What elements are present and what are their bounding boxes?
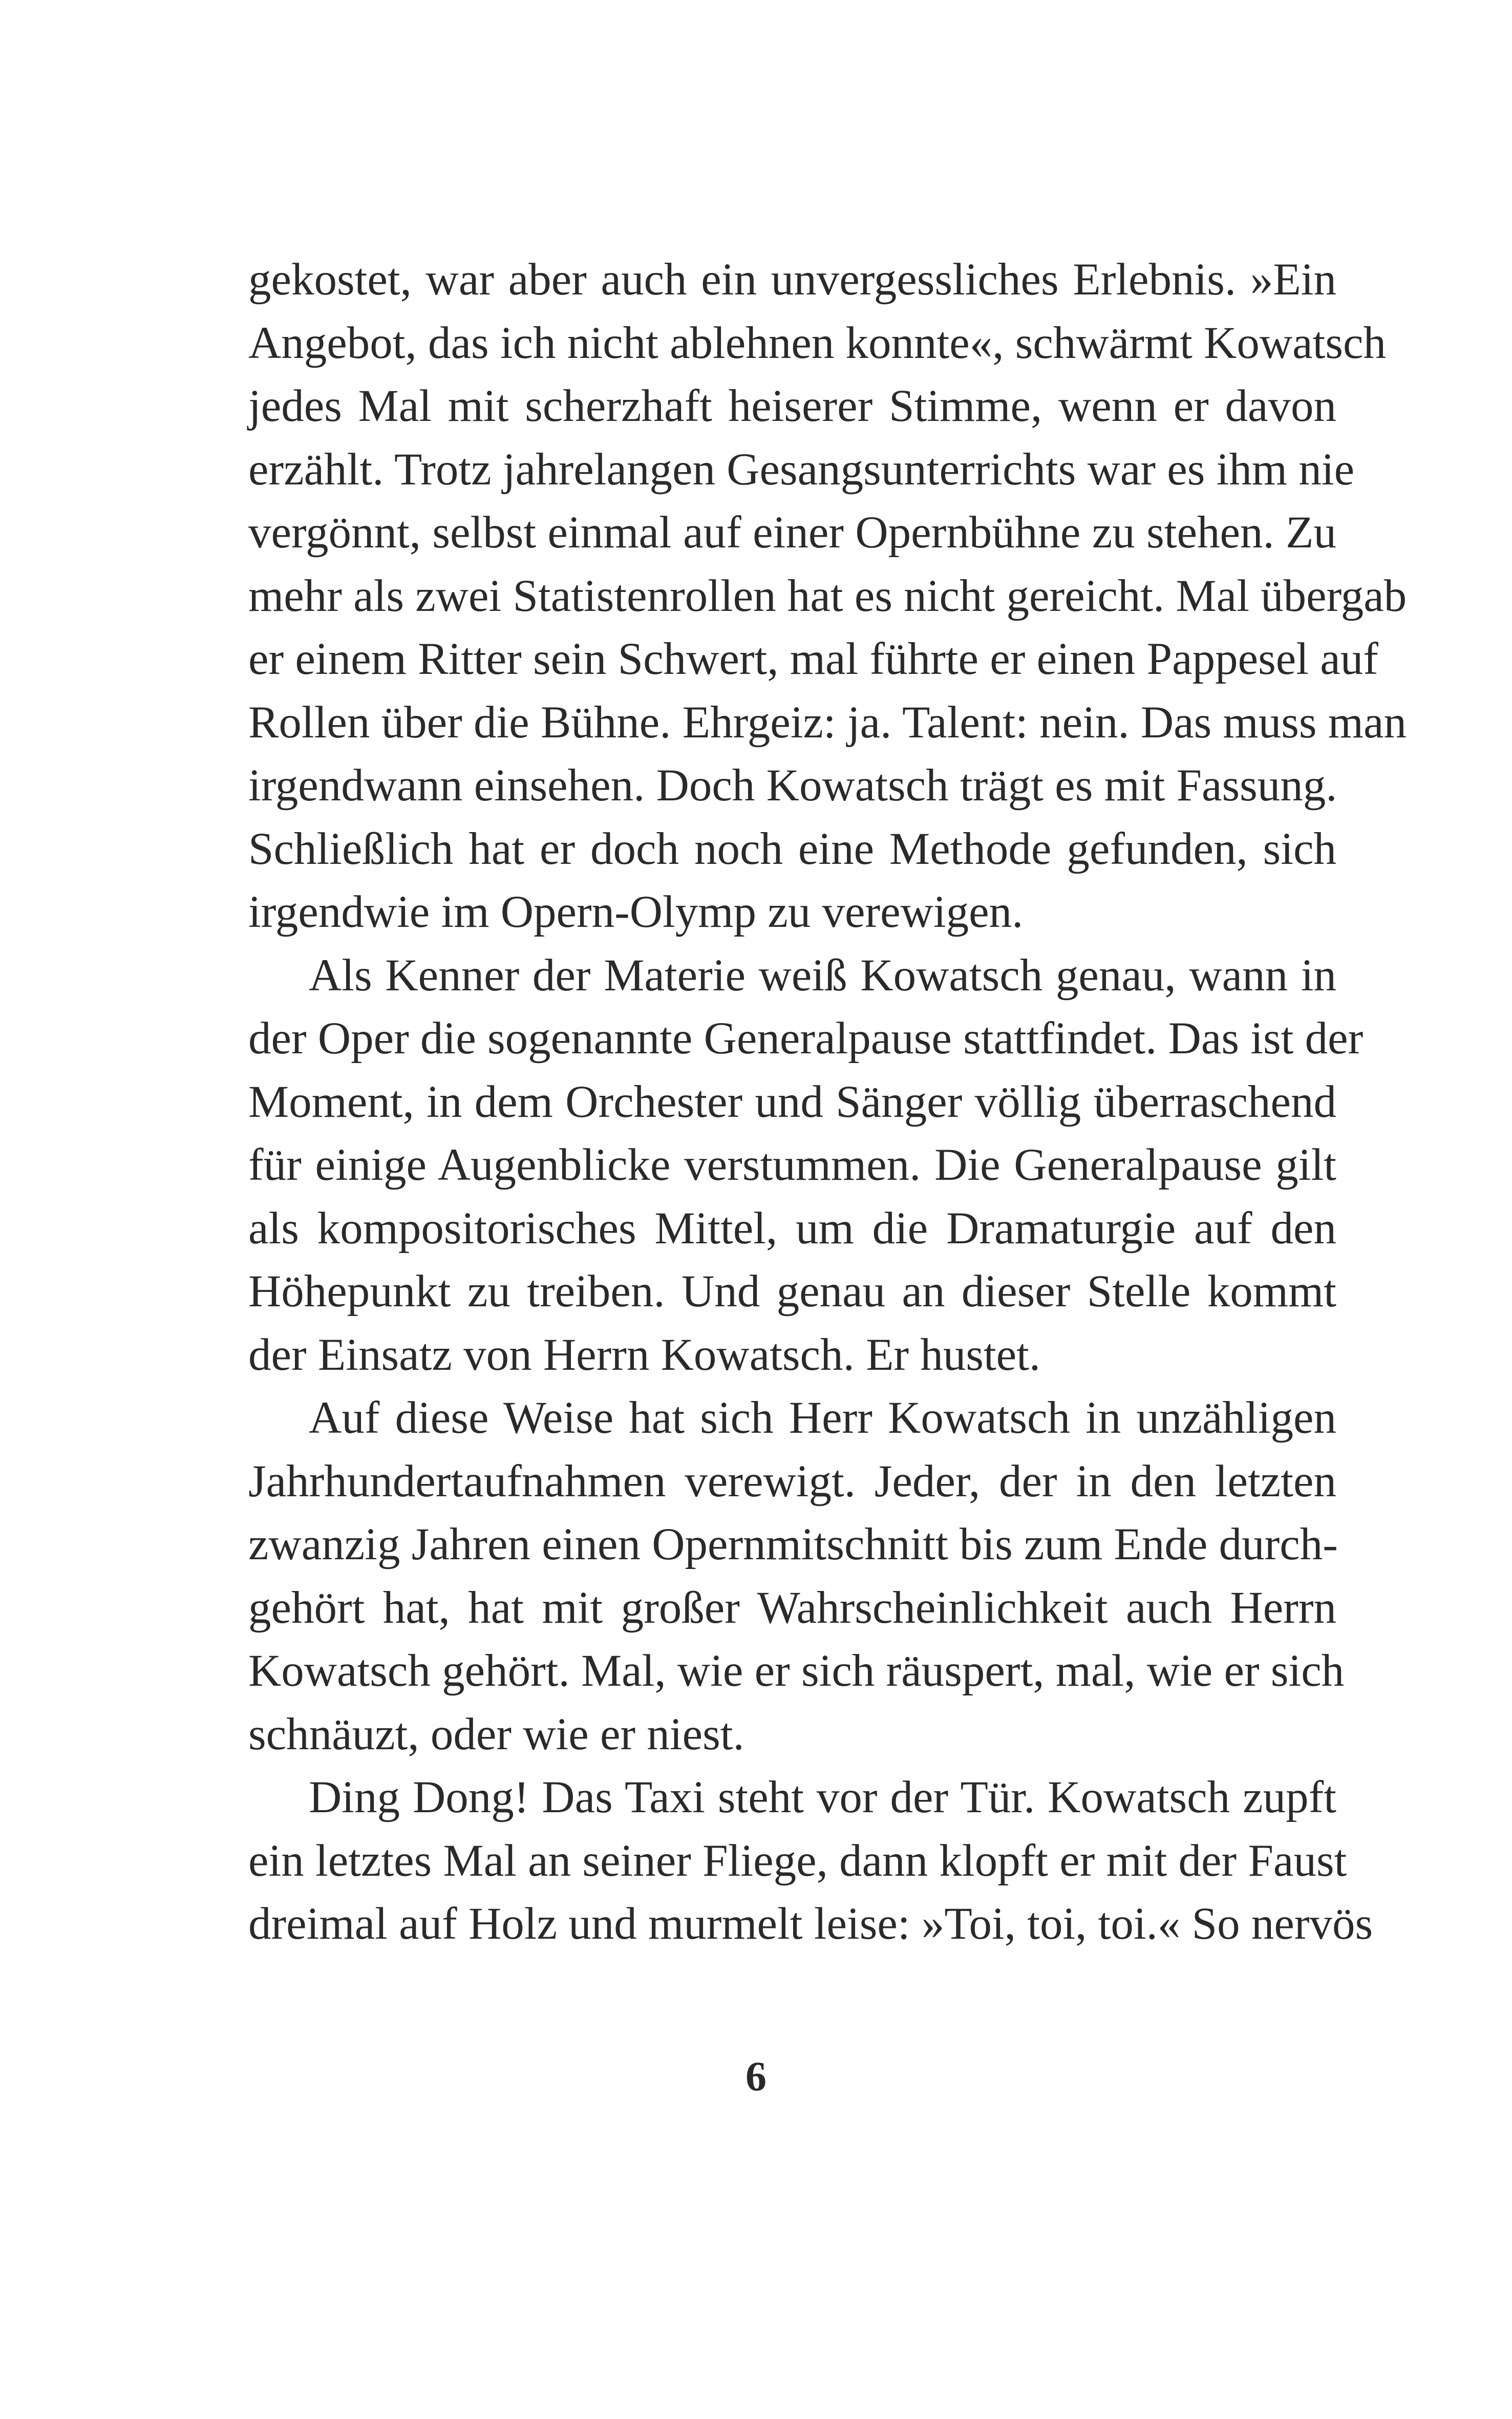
text-line: Angebot, das ich nicht ablehnen konnte«, schwärmt Kowatsch xyxy=(248,317,1386,368)
text-line: Kowatsch gehört. Mal, wie er sich räuspert, mal, wie er sich xyxy=(248,1646,1345,1696)
text-line: jedes Mal mit scherzhaft heiserer Stimme, wenn er davon xyxy=(248,381,1336,431)
text-line: er einem Ritter sein Schwert, mal führte er einen Pappesel auf xyxy=(248,634,1378,684)
paragraph-4 xyxy=(248,1766,1373,1956)
text-line: Auf diese Weise hat sich Herr Kowatsch in unzähligen xyxy=(309,1393,1336,1443)
text-line: ein letztes Mal an seiner Fliege, dann klopft er mit der Faust xyxy=(248,1835,1347,1886)
text-line: irgendwann einsehen. Doch Kowatsch trägt es mit Fassung. xyxy=(248,760,1337,811)
text-line: Moment, in dem Orchester und Sänger völlig überraschend xyxy=(248,1076,1336,1127)
text-line: Ding Dong! Das Taxi steht vor der Tür. Kowatsch zupft xyxy=(309,1772,1336,1822)
text-line: irgendwie im Opern-Olymp zu verewigen. xyxy=(248,887,1024,937)
page-number: 6 xyxy=(746,2053,766,2099)
text-line: für einige Augenblicke verstummen. Die Generalpause gilt xyxy=(248,1140,1336,1190)
text-line: Rollen über die Bühne. Ehrgeiz: ja. Talent: nein. Das muss man xyxy=(248,697,1407,748)
text-line: zwanzig Jahren einen Opernmitschnitt bis zum Ende durch- xyxy=(248,1519,1338,1569)
text-line: dreimal auf Holz und murmelt leise: »Toi, toi, toi.« So nervös xyxy=(248,1899,1373,1949)
text-line: gekostet, war aber auch ein unvergessliches Erlebnis. »Ein xyxy=(248,254,1336,305)
paragraph-1 xyxy=(248,248,1407,944)
paragraph-2 xyxy=(248,944,1364,1387)
text-line: vergönnt, selbst einmal auf einer Opernbühne zu stehen. Zu xyxy=(248,507,1336,558)
text-line: der Einsatz von Herrn Kowatsch. Er hustet. xyxy=(248,1329,1041,1380)
text-line: schnäuzt, oder wie er niest. xyxy=(248,1709,744,1759)
text-line: Jahrhundertaufnahmen verewigt. Jeder, der in den letzten xyxy=(248,1456,1336,1506)
text-line: erzählt. Trotz jahrelangen Gesangsunterrichts war es ihm nie xyxy=(248,444,1355,495)
text-line: gehört hat, hat mit großer Wahrscheinlichkeit auch Herrn xyxy=(248,1582,1336,1633)
text-line: mehr als zwei Statistenrollen hat es nicht gereicht. Mal übergab xyxy=(248,570,1407,621)
paragraph-3 xyxy=(248,1387,1345,1766)
text-line: der Oper die sogenannte Generalpause stattfindet. Das ist der xyxy=(248,1013,1364,1064)
text-line: Schließlich hat er doch noch eine Methode gefunden, sich xyxy=(248,823,1336,874)
body-text xyxy=(248,248,1407,1956)
text-line: Als Kenner der Materie weiß Kowatsch genau, wann in xyxy=(309,950,1336,1001)
text-line: als kompositorisches Mittel, um die Dramaturgie auf den xyxy=(248,1203,1336,1254)
text-line: Höhepunkt zu treiben. Und genau an dieser Stelle kommt xyxy=(248,1266,1336,1317)
